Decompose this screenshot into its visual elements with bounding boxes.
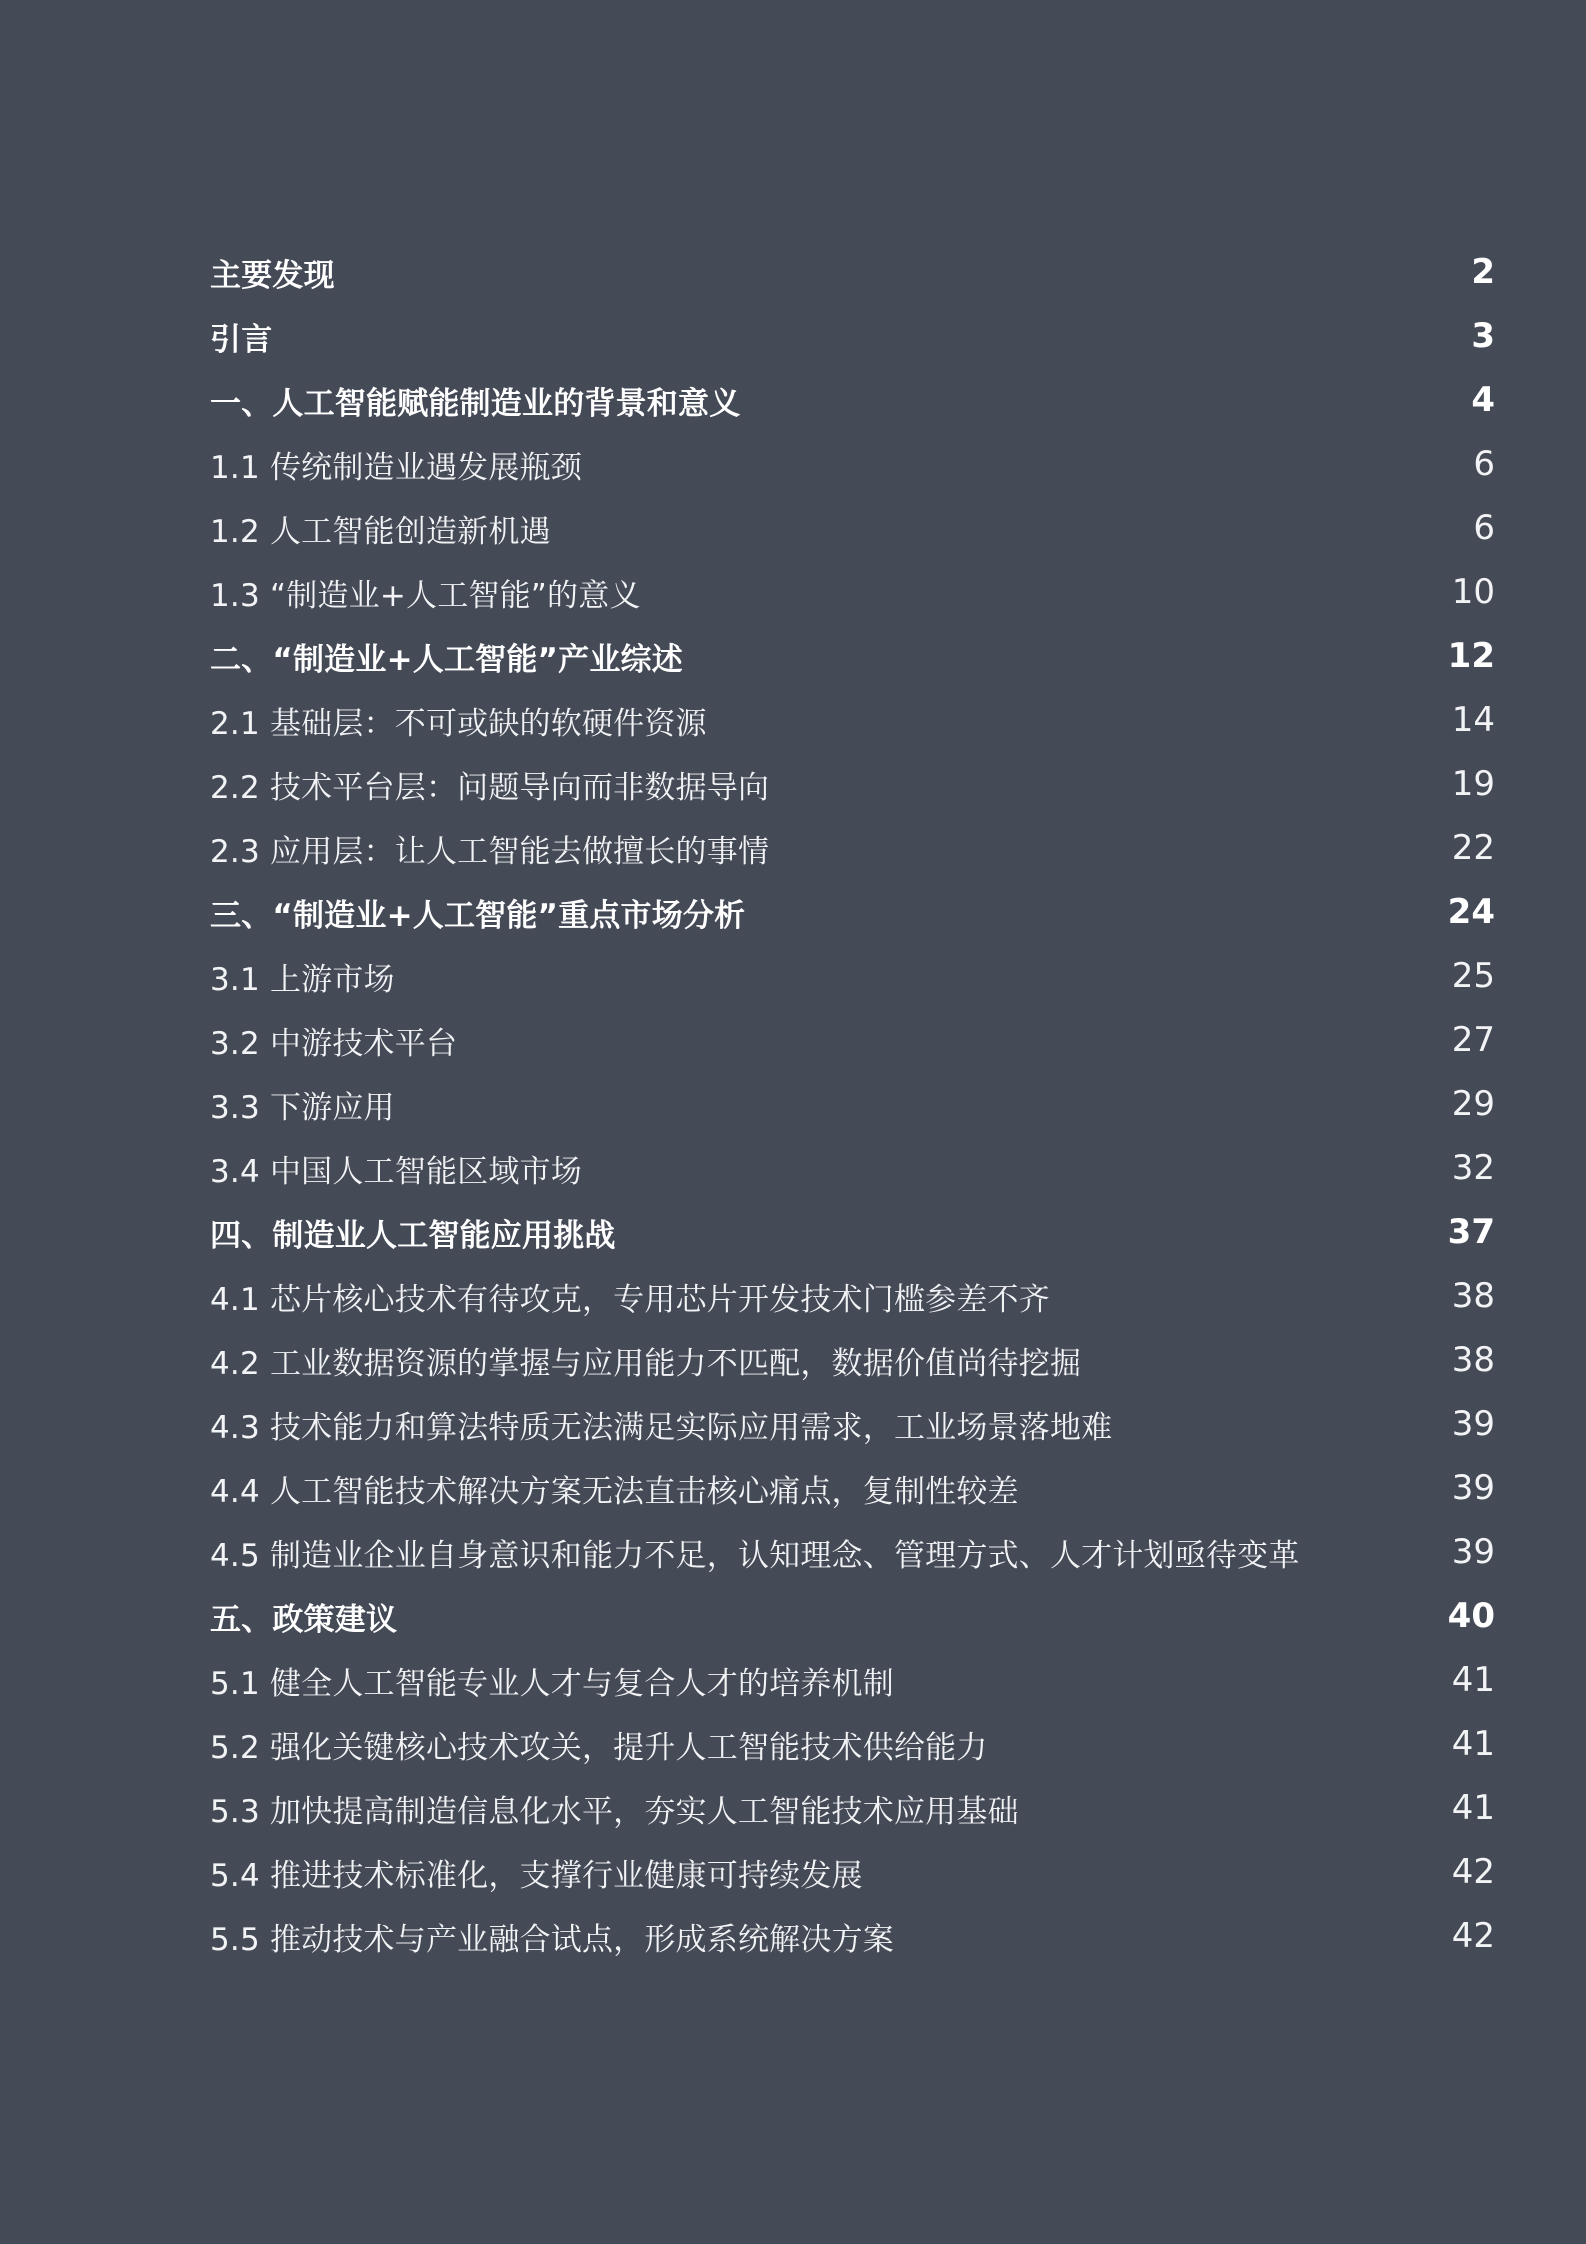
toc-entry-title: 主要发现 bbox=[210, 257, 335, 294]
toc-entry-page: 29 bbox=[1451, 1084, 1495, 1124]
toc-entry-page: 42 bbox=[1451, 1852, 1495, 1892]
toc-entry-title: 4.1 芯片核心技术有待攻克，专用芯片开发技术门槛参差不齐 bbox=[210, 1281, 1050, 1318]
toc-entry-1-3[interactable] bbox=[210, 560, 1495, 624]
toc-entry-page: 42 bbox=[1451, 1916, 1495, 1956]
toc-entry-4-5[interactable] bbox=[210, 1520, 1495, 1584]
toc-entry-5-4[interactable] bbox=[210, 1840, 1495, 1904]
table-of-contents bbox=[210, 240, 1495, 1968]
toc-entry-5-5[interactable] bbox=[210, 1904, 1495, 1968]
toc-entry-page: 39 bbox=[1451, 1468, 1495, 1508]
toc-entry-page: 32 bbox=[1451, 1148, 1495, 1188]
toc-entry-page: 2 bbox=[1471, 252, 1495, 292]
toc-entry-title: 3.4 中国人工智能区域市场 bbox=[210, 1153, 582, 1190]
toc-entry-section-1[interactable] bbox=[210, 368, 1495, 432]
toc-entry-page: 14 bbox=[1451, 700, 1495, 740]
toc-entry-4-1[interactable] bbox=[210, 1264, 1495, 1328]
toc-entry-page: 40 bbox=[1447, 1596, 1495, 1636]
toc-entry-title: 5.4 推进技术标准化，支撑行业健康可持续发展 bbox=[210, 1857, 863, 1894]
toc-entry-title: 3.1 上游市场 bbox=[210, 961, 395, 998]
toc-entry-page: 6 bbox=[1473, 508, 1495, 548]
toc-entry-title: 5.5 推动技术与产业融合试点，形成系统解决方案 bbox=[210, 1921, 894, 1958]
toc-entry-title: 4.5 制造业企业自身意识和能力不足，认知理念、管理方式、人才计划亟待变革 bbox=[210, 1537, 1300, 1574]
toc-entry-4-4[interactable] bbox=[210, 1456, 1495, 1520]
toc-entry-title: 三、“制造业+人工智能”重点市场分析 bbox=[210, 897, 746, 934]
toc-entry-2-1[interactable] bbox=[210, 688, 1495, 752]
toc-entry-title: 1.1 传统制造业遇发展瓶颈 bbox=[210, 449, 582, 486]
toc-entry-title: 引言 bbox=[210, 321, 273, 358]
toc-entry-title: 3.3 下游应用 bbox=[210, 1089, 395, 1126]
toc-entry-2-3[interactable] bbox=[210, 816, 1495, 880]
toc-entry-page: 38 bbox=[1451, 1340, 1495, 1380]
toc-entry-page: 25 bbox=[1451, 956, 1495, 996]
toc-entry-section-5[interactable] bbox=[210, 1584, 1495, 1648]
toc-entry-page: 22 bbox=[1451, 828, 1495, 868]
toc-entry-3-4[interactable] bbox=[210, 1136, 1495, 1200]
toc-entry-page: 3 bbox=[1471, 316, 1495, 356]
toc-entry-1-1[interactable] bbox=[210, 432, 1495, 496]
toc-entry-title: 1.2 人工智能创造新机遇 bbox=[210, 513, 551, 550]
toc-entry-page: 24 bbox=[1447, 892, 1495, 932]
toc-entry-3-2[interactable] bbox=[210, 1008, 1495, 1072]
toc-entry-3-1[interactable] bbox=[210, 944, 1495, 1008]
toc-entry-4-3[interactable] bbox=[210, 1392, 1495, 1456]
toc-entry-title: 2.2 技术平台层：问题导向而非数据导向 bbox=[210, 769, 770, 806]
toc-entry-title: 五、政策建议 bbox=[210, 1601, 398, 1638]
toc-entry-page: 19 bbox=[1451, 764, 1495, 804]
toc-entry-page: 6 bbox=[1473, 444, 1495, 484]
toc-entry-title: 2.3 应用层：让人工智能去做擅长的事情 bbox=[210, 833, 770, 870]
toc-entry-page: 41 bbox=[1451, 1724, 1495, 1764]
toc-entry-title: 四、制造业人工智能应用挑战 bbox=[210, 1217, 616, 1254]
toc-entry-page: 12 bbox=[1447, 636, 1495, 676]
toc-entry-page: 39 bbox=[1451, 1532, 1495, 1572]
toc-entry-page: 10 bbox=[1451, 572, 1495, 612]
toc-entry-title: 2.1 基础层：不可或缺的软硬件资源 bbox=[210, 705, 707, 742]
toc-entry-page: 41 bbox=[1451, 1660, 1495, 1700]
toc-entry-5-3[interactable] bbox=[210, 1776, 1495, 1840]
toc-entry-title: 一、人工智能赋能制造业的背景和意义 bbox=[210, 385, 741, 422]
toc-entry-title: 1.3 “制造业+人工智能”的意义 bbox=[210, 577, 641, 614]
toc-entry-title: 二、“制造业+人工智能”产业综述 bbox=[210, 641, 683, 678]
toc-entry-page: 37 bbox=[1447, 1212, 1495, 1252]
toc-entry-page: 4 bbox=[1471, 380, 1495, 420]
toc-entry-page: 38 bbox=[1451, 1276, 1495, 1316]
toc-entry-title: 3.2 中游技术平台 bbox=[210, 1025, 458, 1062]
toc-entry-2-2[interactable] bbox=[210, 752, 1495, 816]
toc-entry-page: 27 bbox=[1451, 1020, 1495, 1060]
toc-entry-1-2[interactable] bbox=[210, 496, 1495, 560]
toc-entry-title: 4.2 工业数据资源的掌握与应用能力不匹配，数据价值尚待挖掘 bbox=[210, 1345, 1082, 1382]
toc-entry-title: 4.3 技术能力和算法特质无法满足实际应用需求，工业场景落地难 bbox=[210, 1409, 1113, 1446]
toc-entry-section-3[interactable] bbox=[210, 880, 1495, 944]
toc-entry-page: 39 bbox=[1451, 1404, 1495, 1444]
toc-entry-key-findings[interactable] bbox=[210, 240, 1495, 304]
toc-entry-title: 4.4 人工智能技术解决方案无法直击核心痛点，复制性较差 bbox=[210, 1473, 1019, 1510]
toc-entry-3-3[interactable] bbox=[210, 1072, 1495, 1136]
toc-entry-title: 5.3 加快提高制造信息化水平，夯实人工智能技术应用基础 bbox=[210, 1793, 1019, 1830]
toc-entry-5-2[interactable] bbox=[210, 1712, 1495, 1776]
toc-entry-section-2[interactable] bbox=[210, 624, 1495, 688]
toc-entry-title: 5.1 健全人工智能专业人才与复合人才的培养机制 bbox=[210, 1665, 894, 1702]
toc-entry-section-4[interactable] bbox=[210, 1200, 1495, 1264]
toc-entry-page: 41 bbox=[1451, 1788, 1495, 1828]
toc-entry-4-2[interactable] bbox=[210, 1328, 1495, 1392]
toc-entry-introduction[interactable] bbox=[210, 304, 1495, 368]
toc-entry-5-1[interactable] bbox=[210, 1648, 1495, 1712]
toc-entry-title: 5.2 强化关键核心技术攻关，提升人工智能技术供给能力 bbox=[210, 1729, 988, 1766]
